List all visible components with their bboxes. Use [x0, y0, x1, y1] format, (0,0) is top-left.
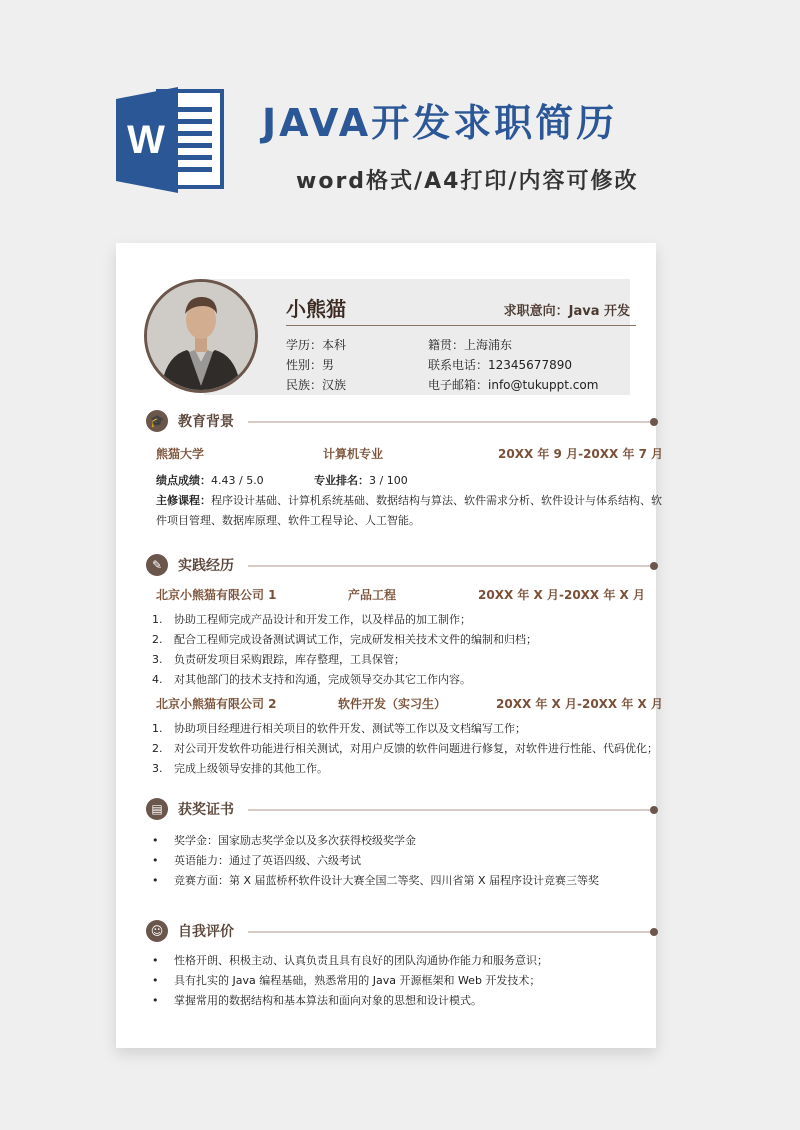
item-text: 具有扎实的 Java 编程基础，熟悉常用的 Java 开源框架和 Web 开发技术；	[174, 974, 541, 987]
item-text: 掌握常用的数据结构和基本算法和面向对象的思想和设计模式。	[174, 994, 482, 1007]
section-dot	[650, 562, 658, 570]
item-text: 完成上级领导安排的其他工作。	[174, 762, 328, 775]
courses-line-2: 件项目管理、数据库原理、软件工程导论、人工智能。	[156, 514, 420, 527]
item-text: 负责研发项目采购跟踪，库存整理，工具保管；	[174, 653, 405, 666]
job-intent: 求职意向：Java 开发	[503, 304, 630, 319]
gpa-line	[156, 472, 264, 488]
item-number: 3.	[152, 762, 163, 775]
job-role: 产品工程	[348, 588, 397, 602]
awards-section-header	[146, 798, 658, 820]
rank-line	[314, 472, 408, 488]
item-text: 对其他部门的技术支持和沟通，完成领导交办其它工作内容。	[174, 673, 471, 686]
list-item	[152, 760, 328, 776]
item-text: 配合工程师完成设备测试调试工作，完成研发相关技术文件的编制和归档；	[174, 633, 537, 646]
item-text: 英语能力：通过了英语四级、六级考试	[174, 854, 361, 867]
name-divider	[286, 325, 636, 326]
section-title: 获奖证书	[178, 802, 234, 818]
star-icon: ☺	[146, 920, 168, 942]
education-section-header	[146, 410, 658, 432]
hometown: 籍贯：上海浦东	[428, 338, 513, 352]
gpa-label: 绩点成绩：	[156, 474, 211, 487]
list-item	[152, 720, 526, 736]
section-title: 教育背景	[178, 414, 234, 430]
section-dot	[650, 418, 658, 426]
banner-subtitle: word格式/A4打印/内容可修改	[296, 169, 639, 194]
svg-text:W: W	[127, 118, 165, 162]
avatar	[144, 279, 258, 393]
graduation-cap-icon: 🎓	[146, 410, 168, 432]
list-item	[152, 671, 471, 687]
courses-text-1: 程序设计基础、计算机系统基础、数据结构与算法、软件需求分析、软件设计与体系结构、软	[211, 494, 662, 507]
item-text: 奖学金：国家励志奖学金以及多次获得校级奖学金	[174, 834, 416, 847]
courses-line-1	[156, 492, 662, 508]
certificate-icon: ▤	[146, 798, 168, 820]
briefcase-icon: ✎	[146, 554, 168, 576]
item-text: 性格开朗、积极主动、认真负责且具有良好的团队沟通协作能力和服务意识；	[174, 954, 548, 967]
item-number: 1.	[152, 613, 163, 626]
item-number: 2.	[152, 633, 163, 646]
job-period: 20XX 年 X 月-20XX 年 X 月	[496, 697, 663, 711]
rank-value: 3 / 100	[369, 474, 408, 487]
email: 电子邮箱：info@tukuppt.com	[428, 378, 599, 392]
banner-title: JAVA开发求职简历	[262, 101, 618, 145]
school-name: 熊猫大学	[156, 447, 205, 461]
job-period: 20XX 年 X 月-20XX 年 X 月	[478, 588, 645, 602]
section-title: 自我评价	[178, 924, 234, 940]
section-divider	[248, 565, 652, 567]
list-item: • 竞赛方面：第 X 届蓝桥杯软件设计大赛全国二等奖、四川省第 X 届程序设计竞赛三等奖	[152, 874, 600, 887]
section-divider	[248, 809, 652, 811]
item-number: 2.	[152, 742, 163, 755]
list-item	[152, 611, 471, 627]
item-text: 对公司开发软件功能进行相关测试，对用户反馈的软件问题进行修复，对软件进行性能、代码优化；	[174, 742, 658, 755]
list-item: • 性格开朗、积极主动、认真负责且具有良好的团队沟通协作能力和服务意识；	[152, 954, 548, 967]
section-divider	[248, 421, 652, 423]
item-number: 3.	[152, 653, 163, 666]
rank-label: 专业排名：	[314, 474, 369, 487]
word-document-icon	[116, 85, 226, 195]
gender: 性别：男	[286, 358, 335, 372]
courses-label: 主修课程：	[156, 494, 211, 507]
item-text: 协助工程师完成产品设计和开发工作，以及样品的加工制作；	[174, 613, 471, 626]
section-dot	[650, 806, 658, 814]
phone: 联系电话：12345677890	[428, 358, 572, 372]
self-eval-section-header	[146, 920, 658, 942]
list-item	[152, 651, 405, 667]
item-number: 4.	[152, 673, 163, 686]
list-item: • 奖学金：国家励志奖学金以及多次获得校级奖学金	[152, 834, 416, 847]
resume-page	[116, 243, 664, 1048]
list-item	[152, 631, 537, 647]
list-item: • 掌握常用的数据结构和基本算法和面向对象的思想和设计模式。	[152, 994, 482, 1007]
list-item	[152, 740, 658, 756]
section-title: 实践经历	[178, 558, 234, 574]
item-text: 协助项目经理进行相关项目的软件开发、测试等工作以及文档编写工作；	[174, 722, 526, 735]
item-text: 竞赛方面：第 X 届蓝桥杯软件设计大赛全国二等奖、四川省第 X 届程序设计竞赛三等奖	[174, 874, 600, 887]
gpa-value: 4.43 / 5.0	[211, 474, 264, 487]
company-name: 北京小熊猫有限公司 1	[156, 588, 277, 602]
item-number: 1.	[152, 722, 163, 735]
job-role: 软件开发（实习生）	[338, 697, 447, 711]
education-period: 20XX 年 9 月-20XX 年 7 月	[498, 447, 664, 461]
ethnicity: 民族：汉族	[286, 378, 347, 392]
company-name: 北京小熊猫有限公司 2	[156, 697, 277, 711]
section-dot	[650, 928, 658, 936]
list-item: • 具有扎实的 Java 编程基础，熟悉常用的 Java 开源框架和 Web 开发技术；	[152, 974, 541, 987]
section-divider	[248, 931, 652, 933]
education-level: 学历：本科	[286, 338, 347, 352]
major: 计算机专业	[323, 447, 384, 461]
candidate-name: 小熊猫	[286, 297, 346, 321]
list-item: • 英语能力：通过了英语四级、六级考试	[152, 854, 361, 867]
experience-section-header	[146, 554, 658, 576]
